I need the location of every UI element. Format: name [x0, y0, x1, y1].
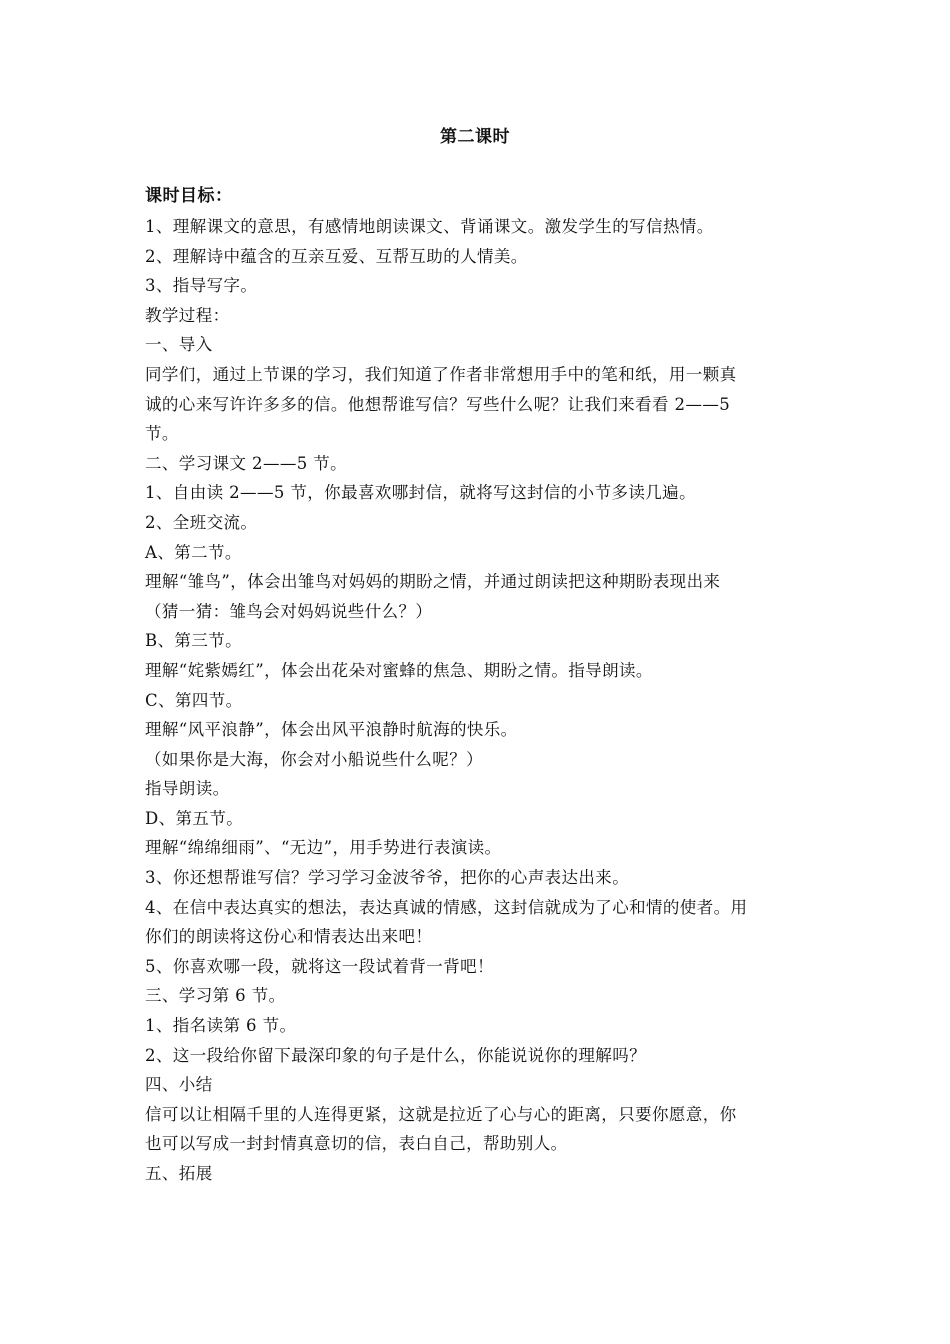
text-line: 1、自由读 2——5 节，你最喜欢哪封信，就将写这封信的小节多读几遍。	[145, 483, 696, 503]
text-line: 2、全班交流。	[145, 512, 258, 532]
objectives-heading: 课时目标：	[145, 186, 233, 206]
text-line: 同学们，通过上节课的学习，我们知道了作者非常想用手中的笔和纸，用一颗真	[145, 364, 737, 384]
text-line: 4、在信中表达真实的想法，表达真诚的情感，这封信就成为了心和情的使者。用	[145, 897, 748, 917]
text-line: 2、理解诗中蕴含的互亲互爱、互帮互助的人情美。	[145, 246, 528, 266]
section-heading: 三、学习第 6 节。	[145, 986, 286, 1006]
section-heading: 一、导入	[145, 335, 213, 355]
text-line: 诚的心来写许许多多的信。他想帮谁写信？写些什么呢？让我们来看看 2——5	[145, 394, 731, 414]
section-heading: 五、拓展	[145, 1164, 213, 1183]
document-body	[145, 180, 810, 1189]
text-line: 5、你喜欢哪一段，就将这一段试着背一背吧！	[145, 956, 494, 976]
text-line: A、第二节。	[145, 542, 242, 562]
text-line: 也可以写成一封封情真意切的信，表白自己，帮助别人。	[145, 1134, 568, 1154]
text-line: D、第五节。	[145, 808, 244, 828]
text-line: 理解“姹紫嫣红”，体会出花朵对蜜蜂的焦急、期盼之情。指导朗读。	[145, 660, 653, 680]
text-line: 3、指导写字。	[145, 276, 258, 296]
text-line: 节。	[145, 424, 179, 444]
text-line: 理解“雏鸟”，体会出雏鸟对妈妈的期盼之情，并通过朗读把这种期盼表现出来	[145, 572, 721, 592]
text-line: 指导朗读。	[145, 779, 230, 799]
text-line: 2、这一段给你留下最深印象的句子是什么，你能说说你的理解吗？	[145, 1045, 646, 1065]
text-line: 你们的朗读将这份心和情表达出来吧！	[145, 927, 433, 947]
text-line: 理解“绵绵细雨”、“无边”，用手势进行表演读。	[145, 838, 502, 858]
text-line: （如果你是大海，你会对小船说些什么呢？）	[145, 749, 483, 769]
text-line: 1、指名读第 6 节。	[145, 1016, 297, 1036]
section-heading: 四、小结	[145, 1075, 213, 1095]
text-line: 信可以让相隔千里的人连得更紧，这就是拉近了心与心的距离，只要你愿意，你	[145, 1104, 737, 1124]
text-line: 教学过程：	[145, 305, 230, 325]
text-line: 1、理解课文的意思，有感情地朗读课文、背诵课文。激发学生的写信热情。	[145, 217, 714, 236]
section-heading: 二、学习课文 2——5 节。	[145, 453, 348, 473]
text-line: B、第三节。	[145, 631, 243, 651]
text-line: 3、你还想帮谁写信？学习学习金波爷爷，把你的心声表达出来。	[145, 868, 630, 888]
page-title: 第二课时	[440, 127, 510, 147]
text-line: 理解“风平浪静”，体会出风平浪静时航海的快乐。	[145, 720, 518, 740]
text-line: C、第四节。	[145, 690, 243, 710]
text-line: （猜一猜：雏鸟会对妈妈说些什么？）	[145, 601, 433, 621]
